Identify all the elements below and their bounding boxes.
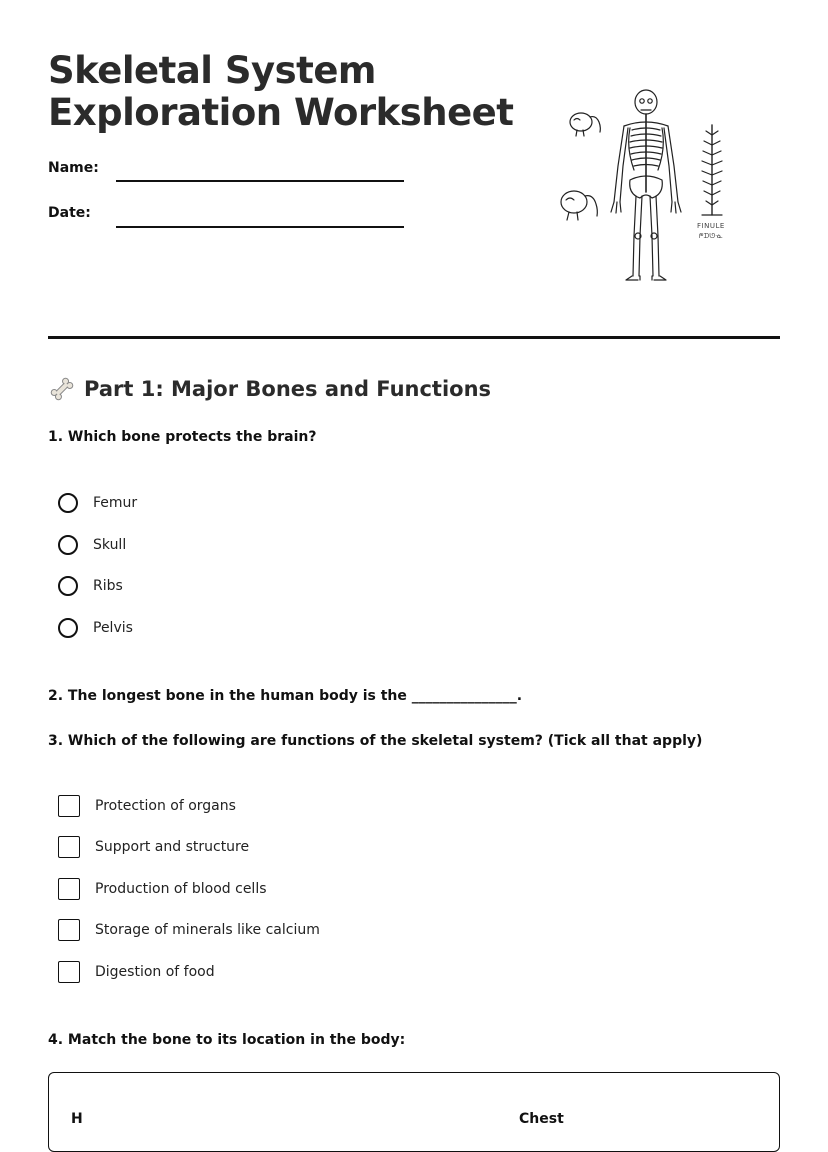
- kiwi-bird-icon: [561, 191, 597, 220]
- skeleton-figure: [611, 90, 681, 280]
- option-label: Production of blood cells: [95, 881, 267, 897]
- radio-button[interactable]: [58, 618, 78, 638]
- plant-icon: [702, 125, 722, 215]
- option-label: Protection of organs: [95, 798, 236, 814]
- checkbox[interactable]: [58, 961, 80, 983]
- match-column-left: H: [71, 1111, 83, 1127]
- question-1: 1. Which bone protects the brain?: [48, 429, 317, 445]
- plant-caption-bottom: ᖘᗪᘎᓍ: [699, 232, 723, 240]
- checkbox[interactable]: [58, 795, 80, 817]
- option-label: Skull: [93, 537, 127, 553]
- name-field[interactable]: [116, 180, 404, 182]
- bone-icon: [48, 375, 76, 403]
- q3-option-support[interactable]: [58, 835, 249, 859]
- option-label: Storage of minerals like calcium: [95, 922, 320, 938]
- option-label: Ribs: [93, 578, 123, 594]
- q1-option-skull[interactable]: [58, 533, 126, 557]
- q3-option-blood-cells[interactable]: [58, 877, 267, 901]
- match-column-right: Chest: [519, 1111, 564, 1127]
- q3-option-minerals[interactable]: [58, 918, 320, 942]
- part1-heading-text: Part 1: Major Bones and Functions: [84, 377, 492, 401]
- q3-option-digestion[interactable]: [58, 960, 215, 984]
- skeleton-illustration: [552, 80, 742, 290]
- section-divider: [48, 336, 780, 339]
- date-label: Date:: [48, 205, 91, 221]
- option-label: Femur: [93, 495, 138, 511]
- radio-button[interactable]: [58, 493, 78, 513]
- question-4: 4. Match the bone to its location in the body:: [48, 1032, 406, 1048]
- date-field[interactable]: [116, 226, 404, 228]
- q3-option-protection[interactable]: [58, 794, 236, 818]
- q1-option-femur[interactable]: [58, 491, 137, 515]
- question-2: 2. The longest bone in the human body is the _______________.: [48, 688, 523, 704]
- part1-heading: [48, 374, 491, 404]
- checkbox[interactable]: [58, 919, 80, 941]
- worksheet-title: [48, 50, 513, 134]
- q1-option-ribs[interactable]: [58, 574, 123, 598]
- checkbox[interactable]: [58, 836, 80, 858]
- option-label: Pelvis: [93, 620, 133, 636]
- option-label: Support and structure: [95, 839, 250, 855]
- plant-caption-top: FINULE: [697, 222, 725, 230]
- question-3: 3. Which of the following are functions of the skeletal system? (Tick all that apply): [48, 733, 703, 749]
- matching-box: [48, 1072, 780, 1152]
- radio-button[interactable]: [58, 535, 78, 555]
- title-line-1: Skeletal System: [48, 49, 376, 92]
- title-line-2: Exploration Worksheet: [48, 91, 514, 134]
- radio-button[interactable]: [58, 576, 78, 596]
- checkbox[interactable]: [58, 878, 80, 900]
- name-label: Name:: [48, 160, 99, 176]
- kiwi-bird-icon: [570, 113, 600, 136]
- q1-option-pelvis[interactable]: [58, 616, 133, 640]
- option-label: Digestion of food: [95, 964, 215, 980]
